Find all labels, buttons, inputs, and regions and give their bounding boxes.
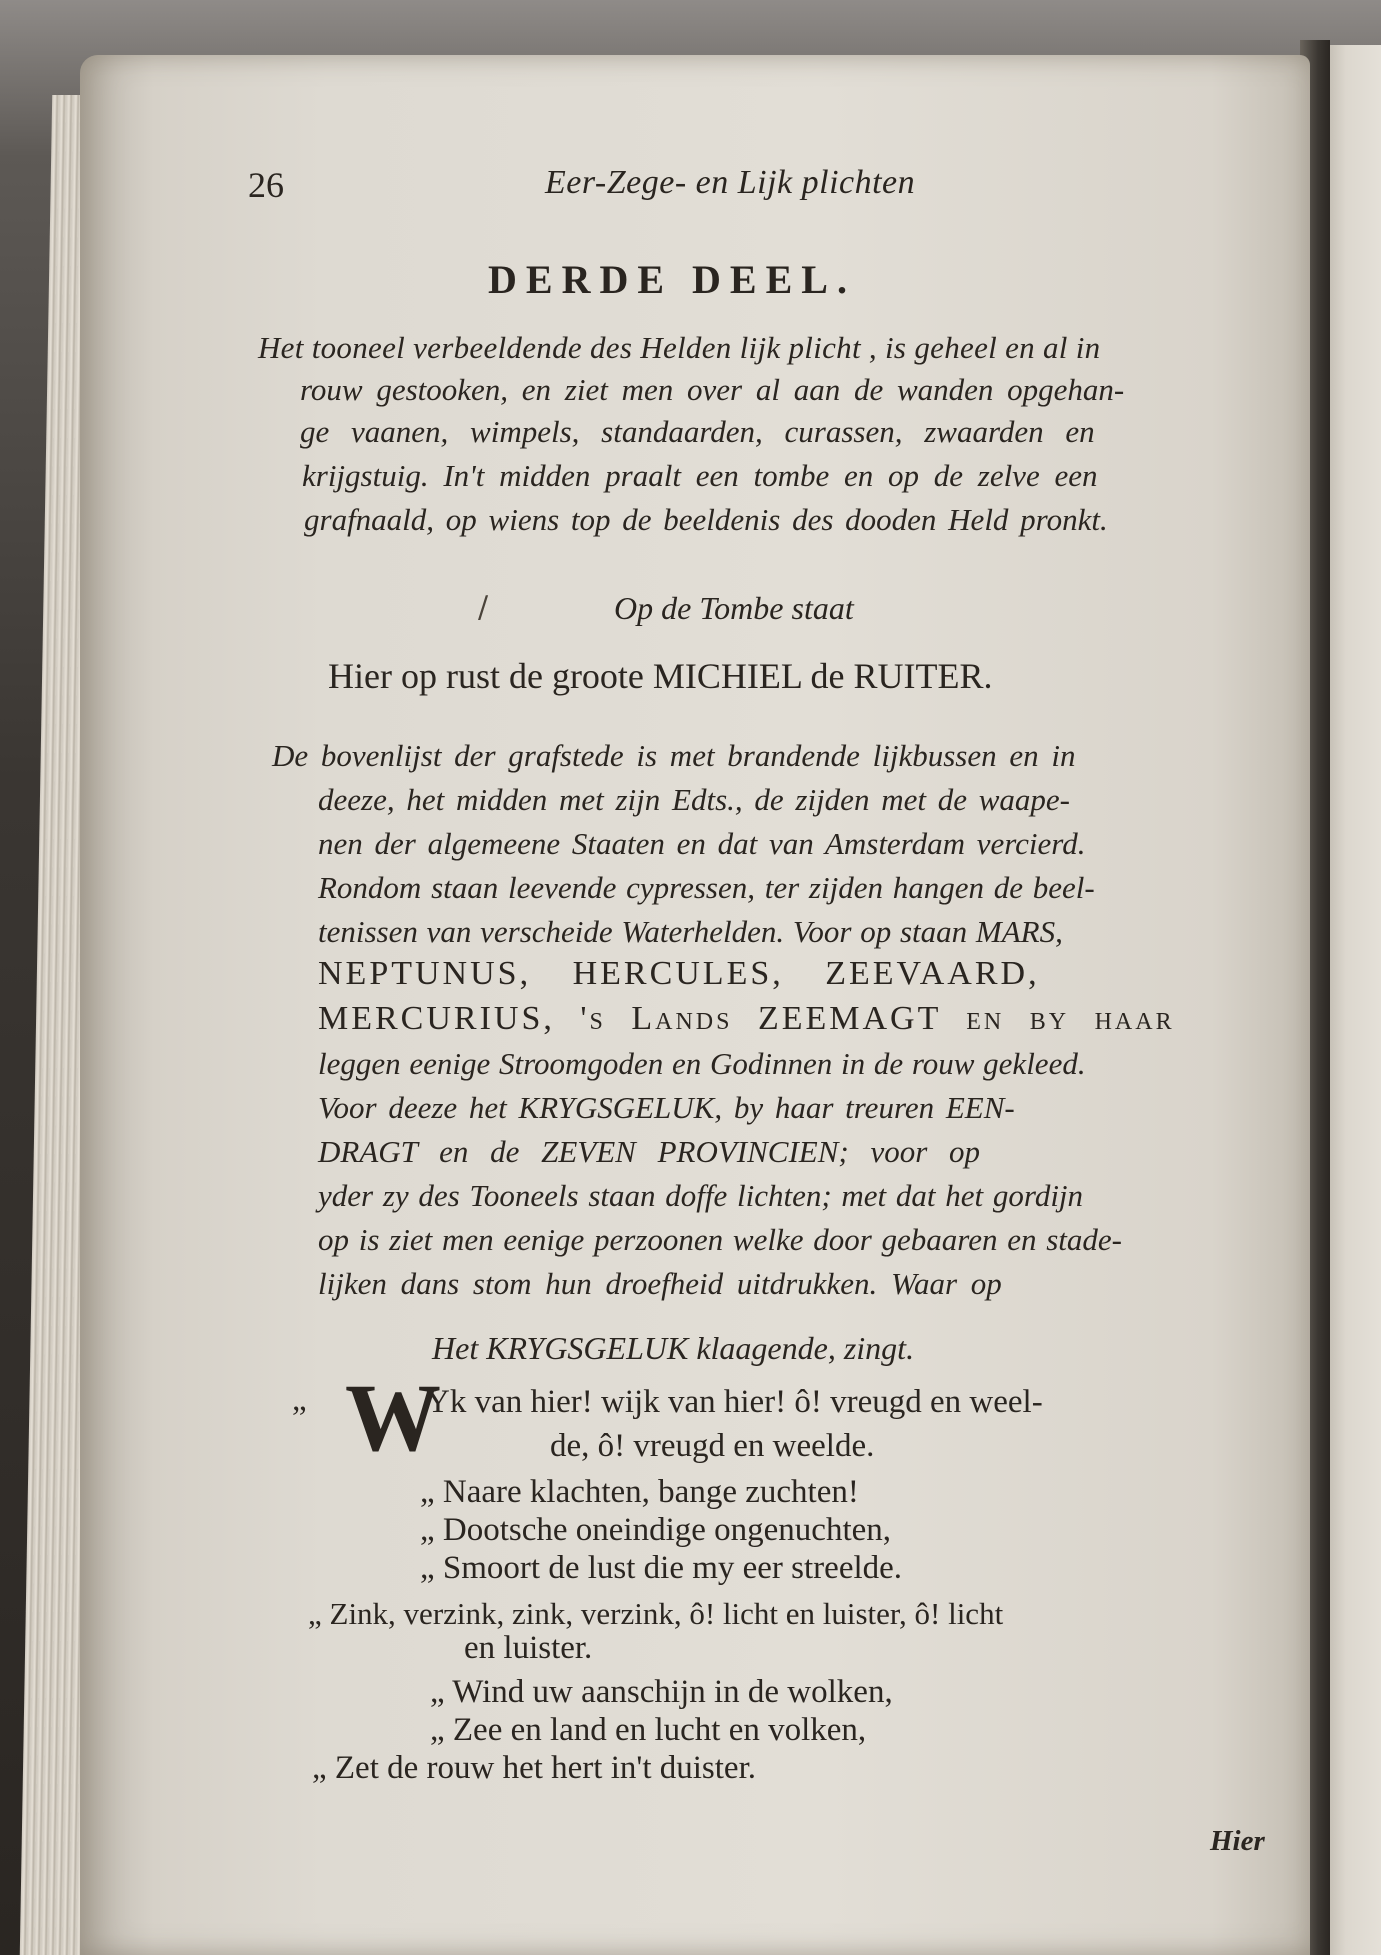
drop-cap: W — [345, 1364, 441, 1471]
verse-line: de, ô! vreugd en weelde. — [550, 1428, 875, 1464]
page-number: 26 — [248, 165, 284, 205]
intro-line: ge vaanen, wimpels, standaarden, curassen, zwaarden en — [300, 414, 1095, 449]
verse-line: „ Smoort de lust die my eer streelde. — [420, 1550, 903, 1586]
verse-line: „ Zee en land en lucht en volken, — [430, 1712, 867, 1748]
description-line: lijken dans stom hun droefheid uitdrukken. Waar op — [318, 1266, 1002, 1301]
verse-line: Yk van hier! wijk van hier! ô! vreugd en weel- — [426, 1384, 1043, 1420]
intro-line: krijgstuig. In't midden praalt een tombe en op de zelve een — [302, 458, 1098, 493]
description-line: leggen eenige Stroomgoden en Godinnen in de rouw gekleed. — [318, 1046, 1086, 1081]
description-line: op is ziet men eenige perzoonen welke door gebaaren en stade- — [318, 1222, 1122, 1257]
verse-line: „ Zink, verzink, zink, verzink, ô! licht en luister, ô! licht — [308, 1596, 1004, 1631]
verse-line: „ Wind uw aanschijn in de wolken, — [430, 1674, 893, 1710]
description-line: Voor deeze het KRYGSGELUK, by haar treuren EEN- — [318, 1090, 1015, 1125]
intro-line: grafnaald, op wiens top de beeldenis des dooden Held pronkt. — [304, 502, 1108, 537]
description-line: nen der algemeene Staaten en dat van Amsterdam vercierd. — [318, 826, 1086, 861]
description-line: deeze, het midden met zijn Edts., de zijden met de waape- — [318, 782, 1070, 817]
intro-line: Het tooneel verbeeldende des Helden lijk plicht , is geheel en al in — [258, 330, 1101, 365]
catchword: Hier — [1210, 1825, 1265, 1857]
description-line: yder zy des Tooneels staan doffe lichten; met dat het gordijn — [318, 1178, 1084, 1213]
intro-line: rouw gestooken, en ziet men over al aan de wanden opgehan- — [300, 372, 1125, 407]
description-line: tenissen van verscheide Waterhelden. Voor op staan MARS, — [318, 914, 1063, 949]
description-line: NEPTUNUS, HERCULES, ZEEVAARD, — [318, 955, 1040, 992]
description-line: De bovenlijst der grafstede is met brandende lijkbussen en in — [272, 738, 1076, 773]
verse-line: „ Zet de rouw het hert in't duister. — [312, 1750, 756, 1786]
verse-line: „ Naare klachten, bange zuchten! — [420, 1474, 859, 1510]
description-line: Rondom staan leevende cypressen, ter zijden hangen de beel- — [318, 870, 1095, 905]
verse-line: en luister. — [464, 1630, 593, 1666]
section-title: DERDE DEEL. — [488, 257, 856, 302]
running-head: Eer-Zege- en Lijk plichten — [545, 164, 916, 201]
tomb-inscription: Hier op rust de groote MICHIEL de RUITER. — [328, 656, 993, 696]
verse-line: „ Dootsche oneindige ongenuchten, — [420, 1512, 892, 1548]
description-line: DRAGT en de ZEVEN PROVINCIEN; voor op — [318, 1134, 981, 1169]
song-heading: Het KRYGSGELUK klaagende, zingt. — [432, 1330, 915, 1366]
description-line: MERCURIUS, 's Lands ZEEMAGT en by haar — [318, 1000, 1175, 1037]
verse-quote-mark: „ — [292, 1382, 307, 1418]
margin-mark: / — [478, 590, 489, 625]
tomb-heading: Op de Tombe staat — [614, 590, 854, 626]
